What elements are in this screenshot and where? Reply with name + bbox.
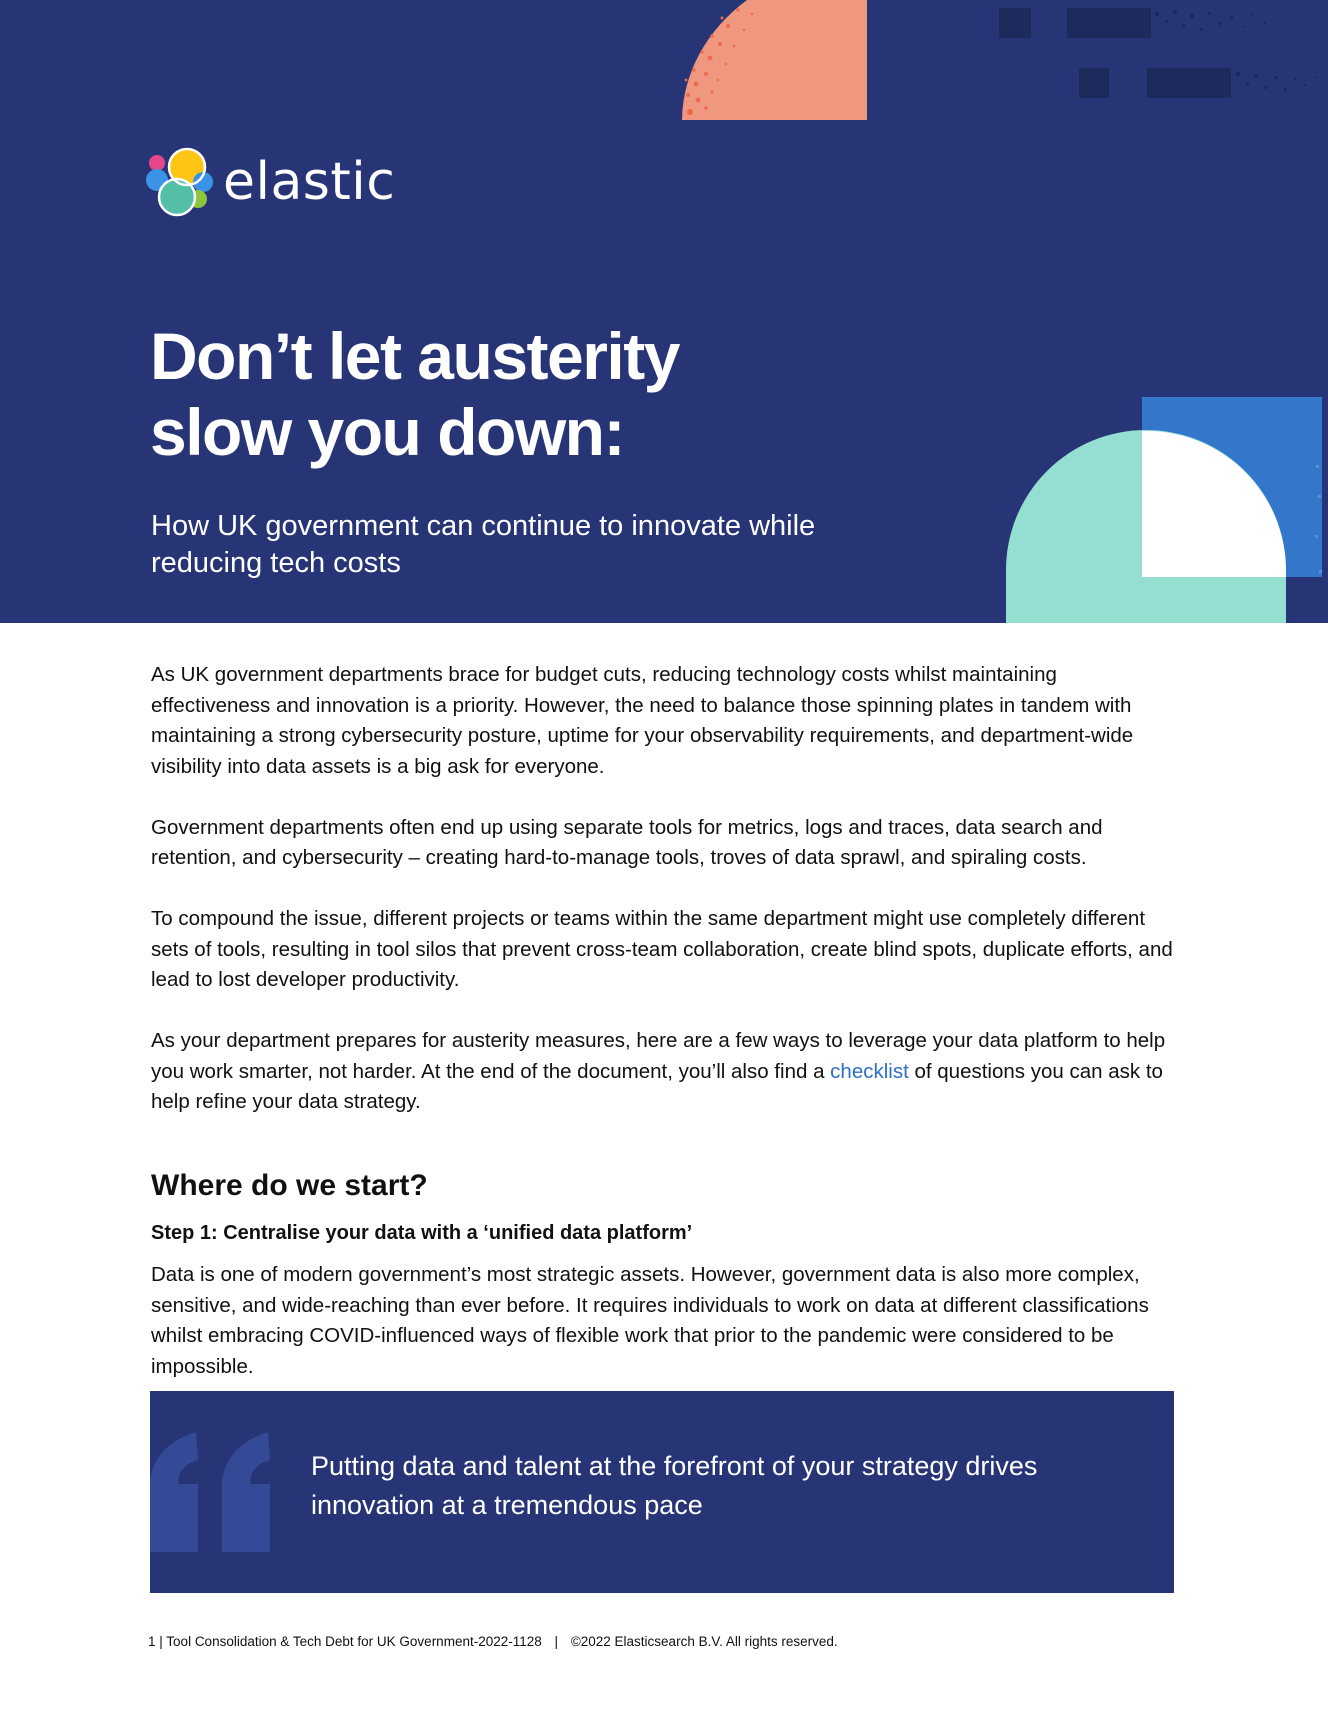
paragraph-austerity-text-1: As your department prepares for austerity measures, here are a few ways to leverage your data platform to help you work smarter, not harder. At the end of the document, you’ll also find a [151,1029,1166,1083]
footer-divider: | [159,1634,167,1649]
geometric-shapes-decoration [1006,395,1328,623]
paragraph-austerity-text-2: of questions you can ask to help refine your data strategy. [151,1059,1163,1113]
dark-blocks-decoration [990,0,1328,110]
paragraph-austerity [151,1026,1181,1118]
paragraph-intro: As UK government departments brace for budget cuts, reducing technology costs whilst maintaining effectiveness and innovation is a priority. However, the need to balance those spinning plates in tandem with maintaining a strong cybersecurity posture, uptime for your observability requirements, and department-wide visibility into data assets is a big ask for everyone. [151,663,1134,778]
page-footer [148,1634,838,1649]
footer-doc-title: Tool Consolidation & Tech Debt for UK Government-2022-1128 [166,1634,542,1649]
hero-banner [0,0,1328,623]
subtitle-line-2: reducing tech costs [151,547,401,579]
title-line-2: slow you down: [150,395,624,469]
quote-mark-icon [150,1432,280,1552]
page-title [150,318,850,470]
logo-wordmark: elastic [223,152,396,212]
section-heading: Where do we start? [151,1169,428,1202]
body-content [151,660,1181,1118]
paragraph-data-assets: Data is one of modern government’s most strategic assets. However, government data is also more complex, sensitive, and wide-reaching than ever before. It requires individuals to work on data at different classifications whilst embracing COVID-influenced ways of flexible work that prior to the pandemic were considered to be impossible. [151,1263,1149,1378]
footer-divider: | [554,1634,559,1649]
elastic-logo[interactable] [145,147,395,217]
step-1-heading: Step 1: Centralise your data with a ‘unified data platform’ [151,1222,693,1244]
paragraph-separate-tools: Government departments often end up using separate tools for metrics, logs and traces, data search and retention, and cybersecurity – creating hard-to-manage tools, troves of data sprawl, and spiraling costs. [151,815,1103,869]
salmon-quarter-circle-decoration [682,0,867,120]
quote-text: Putting data and talent at the forefront of your strategy drives innovation at a tremendous pace [311,1451,1038,1520]
footer-copyright: ©2022 Elasticsearch B.V. All rights reserved. [570,1634,838,1649]
pull-quote [150,1391,1174,1593]
page-subtitle [151,508,911,582]
checklist-link[interactable]: checklist [830,1059,909,1083]
title-line-1: Don’t let austerity [150,319,679,393]
footer-page-number: 1 [148,1634,156,1649]
elastic-logo-icon [145,147,215,217]
paragraph-tool-silos: To compound the issue, different projects or teams within the same department might use completely different sets of tools, resulting in tool silos that prevent cross-team collaboration, create blind spots, duplicate efforts, and lead to lost developer productivity. [151,907,1173,991]
subtitle-line-1: How UK government can continue to innovate while [151,510,816,542]
